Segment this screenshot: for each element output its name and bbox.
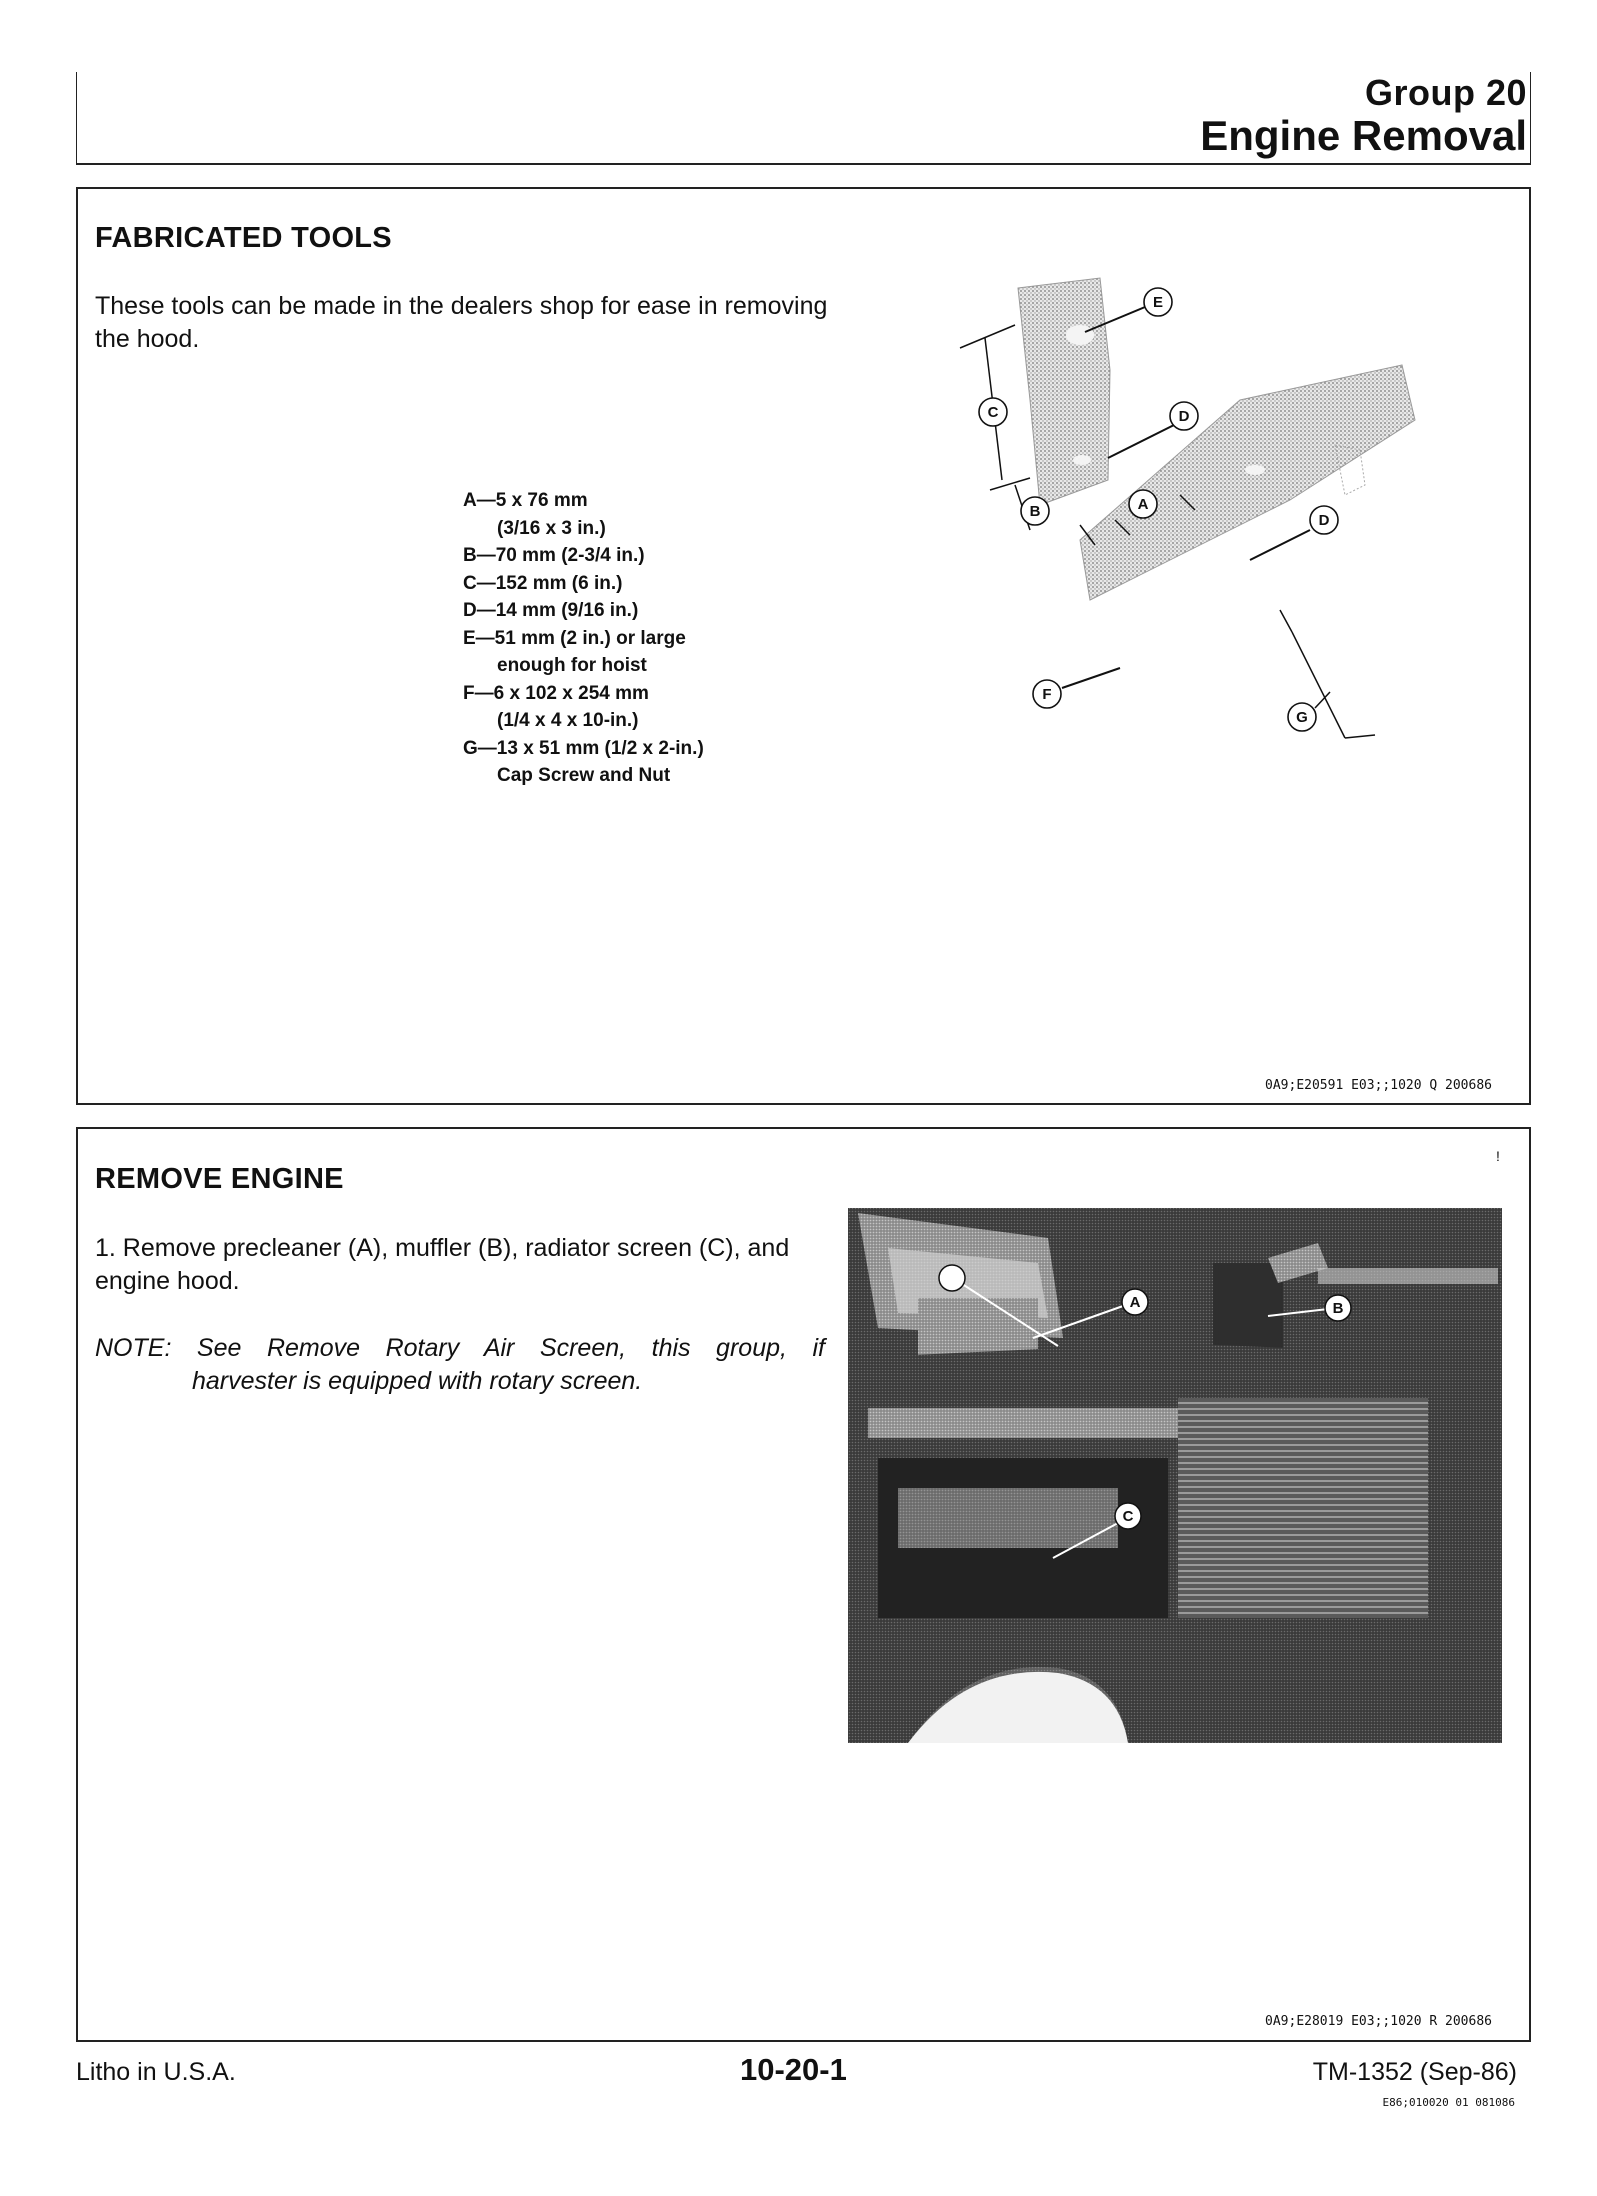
- callout-e: [1144, 288, 1172, 316]
- remove-engine-step-1: 1. Remove precleaner (A), muffler (B), radiator screen (C), and engine hood.: [95, 1234, 790, 1295]
- radiator-screen-shape: [1178, 1398, 1428, 1618]
- bracket-hole: [1073, 455, 1091, 465]
- callout-d-plate: [1310, 506, 1338, 534]
- muffler-shape: [1213, 1263, 1283, 1353]
- svg-text:D: D: [1178, 408, 1190, 425]
- legend-item-e: [463, 625, 803, 680]
- callout-b: [1021, 497, 1049, 525]
- callout-g: [1288, 703, 1316, 731]
- svg-text:B: B: [1029, 503, 1041, 520]
- svg-text:D: D: [1318, 512, 1330, 529]
- photo-reference-code: 0A9;E28019 E03;;1020 R 200686: [1265, 2014, 1492, 2029]
- photo-callout-i: [939, 1265, 965, 1291]
- callout-a: [1129, 490, 1157, 518]
- remove-engine-note: [95, 1332, 825, 1398]
- callout-c: [979, 398, 1007, 426]
- legend-item-b: [463, 542, 803, 570]
- bracket-shape: [1018, 278, 1110, 505]
- note-line: NOTE: See Remove Rotary Air Screen, this group, if: [95, 1334, 825, 1362]
- photo-callout-b: [1325, 1295, 1351, 1321]
- legend-line: enough for hoist: [497, 655, 647, 676]
- legend-line: B—70 mm (2-3/4 in.): [463, 545, 645, 566]
- legend-line: G—13 x 51 mm (1/2 x 2-in.): [463, 737, 704, 759]
- header-divider: [76, 163, 1531, 165]
- fabricated-tools-heading: FABRICATED TOOLS: [95, 222, 392, 254]
- footer-printing-note: Litho in U.S.A.: [76, 2058, 236, 2086]
- legend-item-g: [463, 735, 803, 790]
- callout-f: [1033, 680, 1061, 708]
- legend-line: (1/4 x 4 x 10-in.): [497, 710, 639, 731]
- hoist-hole: [1066, 325, 1094, 345]
- legend-line: A—5 x 76 mm: [463, 490, 588, 511]
- legend-line: D—14 mm (9/16 in.): [463, 600, 639, 621]
- svg-text:E: E: [1152, 294, 1164, 311]
- page-number: 10-20-1: [740, 2052, 847, 2087]
- legend-line: F—6 x 102 x 254 mm: [463, 682, 649, 704]
- legend-item-a: [463, 487, 803, 542]
- svg-text:C: C: [1122, 1508, 1134, 1525]
- photo-callout-c: [1115, 1503, 1141, 1529]
- header-right-rule: [1530, 72, 1531, 164]
- svg-text:F: F: [1042, 686, 1052, 703]
- svg-text:A: A: [1129, 1294, 1141, 1311]
- legend-line: Cap Screw and Nut: [497, 765, 671, 786]
- plate-hole: [1245, 465, 1265, 475]
- legend-item-f: [463, 680, 803, 735]
- legend-line: E—51 mm (2 in.) or large: [463, 627, 686, 649]
- figure-reference-code: 0A9;E20591 E03;;1020 Q 200686: [1265, 1078, 1492, 1093]
- legend-item-d: [463, 597, 803, 625]
- remove-engine-heading: REMOVE ENGINE: [95, 1163, 344, 1195]
- manual-number: TM-1352 (Sep-86): [1312, 2058, 1517, 2086]
- group-label: Group 20: [1364, 72, 1527, 113]
- page-title: Engine Removal: [1200, 112, 1527, 159]
- callout-d: [1170, 402, 1198, 430]
- legend-line: C—152 mm (6 in.): [463, 572, 623, 594]
- svg-text:G: G: [1296, 709, 1308, 726]
- stray-mark: !: [1496, 1148, 1500, 1164]
- svg-text:A: A: [1137, 496, 1149, 513]
- fabricated-tools-diagram: [940, 270, 1440, 770]
- svg-text:B: B: [1332, 1300, 1344, 1317]
- legend-line: (3/16 x 3 in.): [497, 517, 606, 539]
- note-line: harvester is equipped with rotary screen.: [192, 1367, 643, 1395]
- header-left-rule: [76, 72, 77, 164]
- tool-dimensions-legend: [463, 487, 803, 790]
- fabricated-tools-intro: These tools can be made in the dealers shop for ease in removing the hood.: [95, 292, 828, 353]
- footer-reference-code: E86;010020 01 081086: [1382, 2096, 1515, 2109]
- legend-item-c: [463, 570, 803, 598]
- plate-shape: [1080, 365, 1415, 600]
- photo-callout-a: [1122, 1289, 1148, 1315]
- svg-text:C: C: [987, 404, 999, 421]
- engine-compartment-photo: [848, 1168, 1502, 1743]
